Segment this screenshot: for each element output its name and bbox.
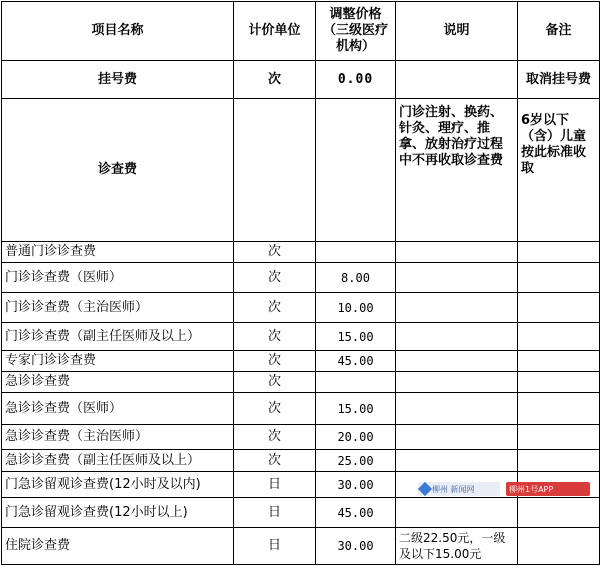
row-name: 普通门诊诊查费: [2, 242, 234, 263]
consult-unit: [234, 99, 316, 242]
table-row: [2, 372, 600, 393]
row-desc: [396, 393, 518, 425]
row-price: 45.00: [316, 498, 396, 528]
row-note: [518, 351, 600, 372]
consult-name: 诊查费: [2, 99, 234, 242]
row-name: 急诊诊查费（医师）: [2, 393, 234, 425]
row-name: 门急诊留观诊查费(12小时以上): [2, 498, 234, 528]
row-price: 15.00: [316, 393, 396, 425]
row-unit: 次: [234, 393, 316, 425]
watermark: [418, 481, 594, 497]
row-price: 30.00: [316, 528, 396, 565]
consult-price: [316, 99, 396, 242]
registration-desc: [396, 61, 518, 99]
row-unit: 次: [234, 351, 316, 372]
row-desc: [396, 498, 518, 528]
row-unit: 次: [234, 242, 316, 263]
registration-price: 0.00: [316, 61, 396, 99]
row-unit: 次: [234, 263, 316, 293]
row-note: [518, 528, 600, 565]
table-row: [2, 528, 600, 565]
row-price: 8.00: [316, 263, 396, 293]
row-note: [518, 293, 600, 323]
header-unit: 计价单位: [234, 2, 316, 61]
row-unit: 次: [234, 425, 316, 450]
row-price: 30.00: [316, 472, 396, 498]
row-desc: [396, 263, 518, 293]
row-name: 急诊诊查费: [2, 372, 234, 393]
row-desc: [396, 372, 518, 393]
row-note: [518, 393, 600, 425]
registration-row: [2, 61, 600, 99]
row-note: [518, 450, 600, 472]
consult-desc: 门诊注射、换药、针灸、理疗、推拿、放射治疗过程中不再收取诊查费: [396, 99, 518, 242]
row-desc: [396, 242, 518, 263]
row-price: 25.00: [316, 450, 396, 472]
consult-note: 6岁以下（含）儿童按此标准收取: [518, 99, 600, 242]
row-price: [316, 372, 396, 393]
row-name: 门诊诊查费（主治医师）: [2, 293, 234, 323]
news-logo-text: 柳州 新闻网: [432, 484, 475, 494]
table-row: [2, 450, 600, 472]
row-desc: [396, 450, 518, 472]
table-row: [2, 425, 600, 450]
row-price: 15.00: [316, 323, 396, 351]
row-price: [316, 242, 396, 263]
header-price: 调整价格（三级医疗机构）: [316, 2, 396, 61]
row-note: [518, 372, 600, 393]
row-unit: 日: [234, 498, 316, 528]
table-row: [2, 263, 600, 293]
row-desc: 二级22.50元，一级及以下15.00元: [396, 528, 518, 565]
row-note: [518, 263, 600, 293]
header-name: 项目名称: [2, 2, 234, 61]
header-row: [2, 2, 600, 61]
header-desc: 说明: [396, 2, 518, 61]
row-name: 门诊诊查费（副主任医师及以上）: [2, 323, 234, 351]
row-unit: 次: [234, 293, 316, 323]
row-note: [518, 425, 600, 450]
table-row: [2, 293, 600, 323]
row-name: 门诊诊查费（医师）: [2, 263, 234, 293]
row-desc: [396, 425, 518, 450]
row-desc: [396, 323, 518, 351]
news-logo-icon: [418, 482, 432, 496]
row-unit: 次: [234, 323, 316, 351]
row-note: [518, 323, 600, 351]
row-price: 20.00: [316, 425, 396, 450]
table-row: [2, 242, 600, 263]
row-note: [518, 498, 600, 528]
registration-note: 取消挂号费: [518, 61, 600, 99]
app-logo-text: 柳州1号APP: [509, 484, 554, 494]
row-name: 住院诊查费: [2, 528, 234, 565]
consult-row: [2, 99, 600, 242]
row-desc: [396, 293, 518, 323]
news-logo: [418, 482, 500, 496]
table-row: [2, 498, 600, 528]
row-price: 45.00: [316, 351, 396, 372]
table-row: [2, 351, 600, 372]
table-row: [2, 323, 600, 351]
table-row: [2, 393, 600, 425]
row-name: 急诊诊查费（副主任医师及以上）: [2, 450, 234, 472]
row-desc: [396, 351, 518, 372]
row-name: 急诊诊查费（主治医师）: [2, 425, 234, 450]
row-name: 门急诊留观诊查费(12小时及以内): [2, 472, 234, 498]
row-note: [518, 242, 600, 263]
app-logo: [506, 482, 590, 496]
row-unit: 日: [234, 472, 316, 498]
header-note: 备注: [518, 2, 600, 61]
row-unit: 日: [234, 528, 316, 565]
registration-unit: 次: [234, 61, 316, 99]
row-price: 10.00: [316, 293, 396, 323]
row-unit: 次: [234, 372, 316, 393]
row-unit: 次: [234, 450, 316, 472]
registration-name: 挂号费: [2, 61, 234, 99]
row-name: 专家门诊诊查费: [2, 351, 234, 372]
